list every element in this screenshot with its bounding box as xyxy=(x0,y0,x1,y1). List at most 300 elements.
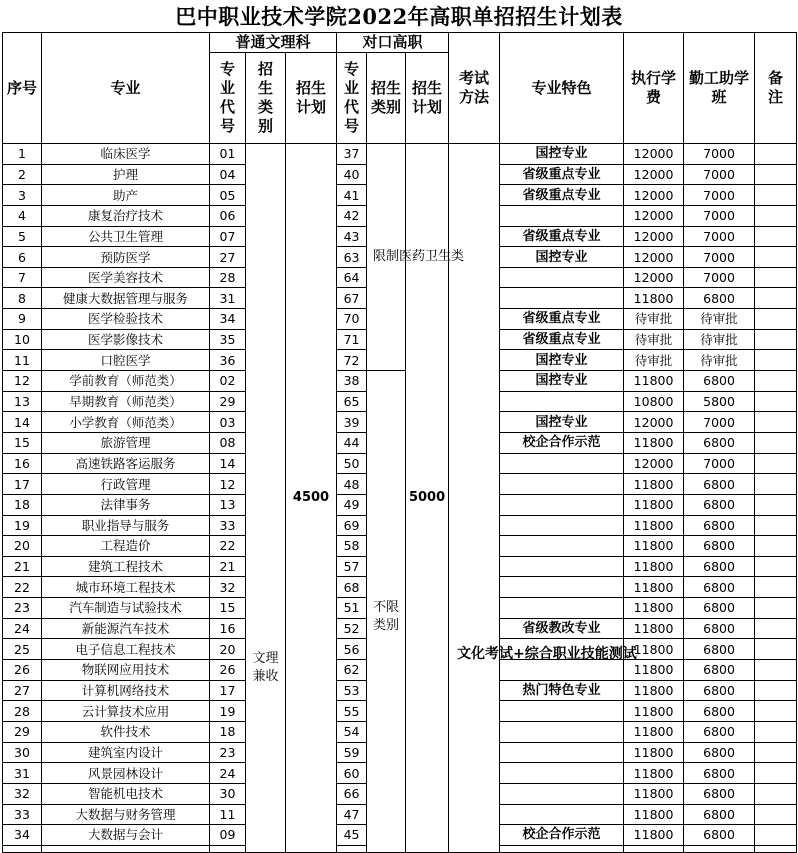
major-cell: 护理 xyxy=(42,164,210,185)
feature-cell: 国控专业 xyxy=(500,412,624,433)
major-cell: 早期教育（师范类） xyxy=(42,391,210,412)
seq-cell: 34 xyxy=(3,825,42,846)
gen-code-cell: 26 xyxy=(210,660,246,681)
voc-code-cell: 45 xyxy=(337,825,367,846)
remark-cell xyxy=(755,845,797,852)
exam-method-cell: 文化考试+综合职业技能测试 xyxy=(449,144,500,853)
feature-cell: 省级重点专业 xyxy=(500,185,624,206)
work-study-cell: 6800 xyxy=(684,556,755,577)
document-title: 巴中职业技术学院2022年高职单招招生计划表 xyxy=(175,4,623,29)
seq-cell: 19 xyxy=(3,515,42,536)
feature-cell: 国控专业 xyxy=(500,371,624,392)
remark-cell xyxy=(755,185,797,206)
fee-cell: 12000 xyxy=(624,247,684,268)
fee-cell: 12000 xyxy=(624,226,684,247)
seq-cell: 16 xyxy=(3,453,42,474)
feature-cell xyxy=(500,701,624,722)
major-cell: 软件技术 xyxy=(42,721,210,742)
work-study-cell: 7000 xyxy=(684,247,755,268)
gen-code-cell: 32 xyxy=(210,577,246,598)
work-study-cell: 6800 xyxy=(684,804,755,825)
gen-code-cell: 33 xyxy=(210,515,246,536)
voc-code-cell: 67 xyxy=(337,288,367,309)
feature-cell xyxy=(500,763,624,784)
fee-cell: 12000 xyxy=(624,144,684,165)
gen-code-cell: 18 xyxy=(210,721,246,742)
gen-code-cell: 30 xyxy=(210,783,246,804)
table-row xyxy=(3,371,797,392)
table-row xyxy=(3,144,797,165)
fee-cell: 11800 xyxy=(624,660,684,681)
fee-cell: 12000 xyxy=(624,412,684,433)
feature-cell xyxy=(500,515,624,536)
major-cell: 学前教育（师范类） xyxy=(42,371,210,392)
work-study-cell: 待审批 xyxy=(684,350,755,371)
major-cell: 大数据与财务管理 xyxy=(42,804,210,825)
seq-cell: 29 xyxy=(3,721,42,742)
feature-cell xyxy=(500,783,624,804)
major-cell: 康复治疗技术 xyxy=(42,205,210,226)
fee-cell: 12000 xyxy=(624,267,684,288)
voc-category-cell-open: 不限类别 xyxy=(367,371,406,853)
gen-code-cell: 31 xyxy=(210,288,246,309)
major-cell: 工程造价 xyxy=(42,536,210,557)
feature-cell xyxy=(500,494,624,515)
remark-cell xyxy=(755,412,797,433)
remark-cell xyxy=(755,474,797,495)
seq-cell: 33 xyxy=(3,804,42,825)
remark-cell xyxy=(755,329,797,350)
remark-cell xyxy=(755,432,797,453)
fee-cell: 11800 xyxy=(624,536,684,557)
major-cell: 法律事务 xyxy=(42,494,210,515)
major-cell: 智能机电技术 xyxy=(42,783,210,804)
work-study-cell: 7000 xyxy=(684,412,755,433)
voc-code-cell: 51 xyxy=(337,598,367,619)
seq-cell: 22 xyxy=(3,577,42,598)
header-voc-quota: 招生计划 xyxy=(406,53,449,144)
header-feature: 专业特色 xyxy=(500,33,624,144)
feature-cell xyxy=(500,288,624,309)
header-work-study: 勤工助学班 xyxy=(684,33,755,144)
gen-code-cell: 14 xyxy=(210,453,246,474)
voc-category-cell-medical: 限制医药卫生类 xyxy=(367,144,406,371)
fee-cell xyxy=(624,845,684,852)
feature-cell: 省级重点专业 xyxy=(500,329,624,350)
seq-cell: 7 xyxy=(3,267,42,288)
work-study-cell: 6800 xyxy=(684,742,755,763)
remark-cell xyxy=(755,453,797,474)
table-body xyxy=(3,144,797,853)
major-cell: 新能源汽车技术 xyxy=(42,618,210,639)
feature-cell xyxy=(500,205,624,226)
feature-cell xyxy=(500,267,624,288)
voc-code-cell: 38 xyxy=(337,371,367,392)
work-study-cell: 6800 xyxy=(684,598,755,619)
seq-cell: 20 xyxy=(3,536,42,557)
work-study-cell xyxy=(684,845,755,852)
header-fee: 执行学费 xyxy=(624,33,684,144)
major-cell xyxy=(42,845,210,852)
header-voc-code: 专业代号 xyxy=(337,53,367,144)
seq-cell xyxy=(3,845,42,852)
seq-cell: 13 xyxy=(3,391,42,412)
voc-code-cell: 40 xyxy=(337,164,367,185)
major-cell: 健康大数据管理与服务 xyxy=(42,288,210,309)
fee-cell: 12000 xyxy=(624,205,684,226)
work-study-cell: 7000 xyxy=(684,267,755,288)
seq-cell: 2 xyxy=(3,164,42,185)
major-cell: 职业指导与服务 xyxy=(42,515,210,536)
voc-code-cell xyxy=(337,845,367,852)
fee-cell: 11800 xyxy=(624,288,684,309)
feature-cell: 校企合作示范 xyxy=(500,432,624,453)
seq-cell: 9 xyxy=(3,309,42,330)
seq-cell: 21 xyxy=(3,556,42,577)
remark-cell xyxy=(755,763,797,784)
fee-cell: 11800 xyxy=(624,618,684,639)
major-cell: 大数据与会计 xyxy=(42,825,210,846)
fee-cell: 11800 xyxy=(624,804,684,825)
gen-code-cell: 15 xyxy=(210,598,246,619)
feature-cell: 省级重点专业 xyxy=(500,164,624,185)
header-gen-quota: 招生计划 xyxy=(286,53,337,144)
fee-cell: 11800 xyxy=(624,680,684,701)
fee-cell: 11800 xyxy=(624,432,684,453)
voc-code-cell: 55 xyxy=(337,701,367,722)
remark-cell xyxy=(755,226,797,247)
work-study-cell: 6800 xyxy=(684,474,755,495)
remark-cell xyxy=(755,701,797,722)
seq-cell: 4 xyxy=(3,205,42,226)
remark-cell xyxy=(755,639,797,660)
feature-cell: 国控专业 xyxy=(500,247,624,268)
fee-cell: 11800 xyxy=(624,742,684,763)
remark-cell xyxy=(755,742,797,763)
header-gen-code: 专业代号 xyxy=(210,53,246,144)
seq-cell: 30 xyxy=(3,742,42,763)
feature-cell xyxy=(500,577,624,598)
remark-cell xyxy=(755,783,797,804)
header-gen-category: 招生类别 xyxy=(246,53,286,144)
major-cell: 临床医学 xyxy=(42,144,210,165)
remark-cell xyxy=(755,371,797,392)
fee-cell: 12000 xyxy=(624,453,684,474)
voc-code-cell: 66 xyxy=(337,783,367,804)
remark-cell xyxy=(755,350,797,371)
remark-cell xyxy=(755,536,797,557)
major-cell: 物联网应用技术 xyxy=(42,660,210,681)
header-major: 专业 xyxy=(42,33,210,144)
work-study-cell: 6800 xyxy=(684,783,755,804)
seq-cell: 1 xyxy=(3,144,42,165)
remark-cell xyxy=(755,164,797,185)
remark-cell xyxy=(755,721,797,742)
work-study-cell: 6800 xyxy=(684,515,755,536)
seq-cell: 17 xyxy=(3,474,42,495)
fee-cell: 11800 xyxy=(624,598,684,619)
seq-cell: 27 xyxy=(3,680,42,701)
remark-cell xyxy=(755,247,797,268)
voc-code-cell: 47 xyxy=(337,804,367,825)
gen-quota-cell: 4500 xyxy=(286,144,337,853)
seq-cell: 6 xyxy=(3,247,42,268)
gen-code-cell: 23 xyxy=(210,742,246,763)
work-study-cell: 6800 xyxy=(684,680,755,701)
header-remark: 备注 xyxy=(755,33,797,144)
major-cell: 小学教育（师范类） xyxy=(42,412,210,433)
fee-cell: 11800 xyxy=(624,371,684,392)
remark-cell xyxy=(755,804,797,825)
voc-code-cell: 53 xyxy=(337,680,367,701)
gen-code-cell: 07 xyxy=(210,226,246,247)
seq-cell: 32 xyxy=(3,783,42,804)
feature-cell xyxy=(500,536,624,557)
major-cell: 预防医学 xyxy=(42,247,210,268)
fee-cell: 11800 xyxy=(624,639,684,660)
voc-code-cell: 43 xyxy=(337,226,367,247)
feature-cell: 省级教改专业 xyxy=(500,618,624,639)
feature-cell xyxy=(500,556,624,577)
enrollment-plan-table xyxy=(2,32,797,853)
gen-code-cell: 03 xyxy=(210,412,246,433)
voc-code-cell: 62 xyxy=(337,660,367,681)
gen-code-cell: 29 xyxy=(210,391,246,412)
fee-cell: 10800 xyxy=(624,391,684,412)
seq-cell: 18 xyxy=(3,494,42,515)
seq-cell: 14 xyxy=(3,412,42,433)
major-cell: 行政管理 xyxy=(42,474,210,495)
voc-code-cell: 41 xyxy=(337,185,367,206)
seq-cell: 11 xyxy=(3,350,42,371)
fee-cell: 11800 xyxy=(624,763,684,784)
gen-code-cell xyxy=(210,845,246,852)
remark-cell xyxy=(755,618,797,639)
major-cell: 电子信息工程技术 xyxy=(42,639,210,660)
work-study-cell: 7000 xyxy=(684,453,755,474)
major-cell: 医学检验技术 xyxy=(42,309,210,330)
fee-cell: 11800 xyxy=(624,474,684,495)
feature-cell xyxy=(500,474,624,495)
fee-cell: 11800 xyxy=(624,577,684,598)
fee-cell: 待审批 xyxy=(624,309,684,330)
fee-cell: 11800 xyxy=(624,783,684,804)
work-study-cell: 待审批 xyxy=(684,309,755,330)
voc-code-cell: 49 xyxy=(337,494,367,515)
work-study-cell: 5800 xyxy=(684,391,755,412)
remark-cell xyxy=(755,144,797,165)
header-group-vocational: 对口高职 xyxy=(337,33,449,53)
header-seq: 序号 xyxy=(3,33,42,144)
work-study-cell: 6800 xyxy=(684,432,755,453)
feature-cell xyxy=(500,598,624,619)
major-cell: 风景园林设计 xyxy=(42,763,210,784)
major-cell: 云计算技术应用 xyxy=(42,701,210,722)
voc-code-cell: 70 xyxy=(337,309,367,330)
gen-code-cell: 28 xyxy=(210,267,246,288)
remark-cell xyxy=(755,515,797,536)
remark-cell xyxy=(755,556,797,577)
gen-code-cell: 05 xyxy=(210,185,246,206)
voc-code-cell: 64 xyxy=(337,267,367,288)
major-cell: 高速铁路客运服务 xyxy=(42,453,210,474)
major-cell: 医学影像技术 xyxy=(42,329,210,350)
work-study-cell: 6800 xyxy=(684,721,755,742)
remark-cell xyxy=(755,205,797,226)
fee-cell: 12000 xyxy=(624,185,684,206)
major-cell: 计算机网络技术 xyxy=(42,680,210,701)
gen-code-cell: 01 xyxy=(210,144,246,165)
gen-code-cell: 27 xyxy=(210,247,246,268)
major-cell: 助产 xyxy=(42,185,210,206)
gen-code-cell: 11 xyxy=(210,804,246,825)
voc-code-cell: 56 xyxy=(337,639,367,660)
fee-cell: 11800 xyxy=(624,556,684,577)
voc-code-cell: 42 xyxy=(337,205,367,226)
fee-cell: 待审批 xyxy=(624,350,684,371)
voc-code-cell: 50 xyxy=(337,453,367,474)
major-cell: 医学美容技术 xyxy=(42,267,210,288)
feature-cell xyxy=(500,721,624,742)
voc-code-cell: 37 xyxy=(337,144,367,165)
work-study-cell: 6800 xyxy=(684,288,755,309)
remark-cell xyxy=(755,660,797,681)
fee-cell: 11800 xyxy=(624,515,684,536)
gen-code-cell: 16 xyxy=(210,618,246,639)
seq-cell: 8 xyxy=(3,288,42,309)
gen-code-cell: 13 xyxy=(210,494,246,515)
feature-cell xyxy=(500,742,624,763)
gen-code-cell: 02 xyxy=(210,371,246,392)
remark-cell xyxy=(755,494,797,515)
remark-cell xyxy=(755,288,797,309)
header-voc-category: 招生类别 xyxy=(367,53,406,144)
seq-cell: 23 xyxy=(3,598,42,619)
work-study-cell: 6800 xyxy=(684,825,755,846)
work-study-cell: 7000 xyxy=(684,185,755,206)
feature-cell xyxy=(500,804,624,825)
seq-cell: 10 xyxy=(3,329,42,350)
fee-cell: 11800 xyxy=(624,721,684,742)
voc-code-cell: 54 xyxy=(337,721,367,742)
fee-cell: 11800 xyxy=(624,701,684,722)
feature-cell: 校企合作示范 xyxy=(500,825,624,846)
feature-cell: 省级重点专业 xyxy=(500,309,624,330)
work-study-cell: 6800 xyxy=(684,660,755,681)
gen-code-cell: 06 xyxy=(210,205,246,226)
gen-code-cell: 21 xyxy=(210,556,246,577)
voc-code-cell: 52 xyxy=(337,618,367,639)
remark-cell xyxy=(755,267,797,288)
voc-code-cell: 65 xyxy=(337,391,367,412)
seq-cell: 5 xyxy=(3,226,42,247)
gen-code-cell: 09 xyxy=(210,825,246,846)
major-cell: 旅游管理 xyxy=(42,432,210,453)
major-cell: 建筑工程技术 xyxy=(42,556,210,577)
fee-cell: 12000 xyxy=(624,164,684,185)
feature-cell xyxy=(500,453,624,474)
work-study-cell: 6800 xyxy=(684,494,755,515)
major-cell: 口腔医学 xyxy=(42,350,210,371)
voc-code-cell: 71 xyxy=(337,329,367,350)
voc-code-cell: 44 xyxy=(337,432,367,453)
feature-cell: 省级重点专业 xyxy=(500,226,624,247)
work-study-cell: 7000 xyxy=(684,164,755,185)
work-study-cell: 7000 xyxy=(684,205,755,226)
feature-cell xyxy=(500,660,624,681)
major-cell: 城市环境工程技术 xyxy=(42,577,210,598)
header-group-general: 普通文理科 xyxy=(210,33,337,53)
voc-code-cell: 59 xyxy=(337,742,367,763)
header-exam: 考试方法 xyxy=(449,33,500,144)
work-study-cell: 6800 xyxy=(684,701,755,722)
work-study-cell: 6800 xyxy=(684,763,755,784)
work-study-cell: 7000 xyxy=(684,226,755,247)
gen-category-cell: 文理兼收 xyxy=(246,144,286,853)
work-study-cell: 6800 xyxy=(684,536,755,557)
seq-cell: 24 xyxy=(3,618,42,639)
remark-cell xyxy=(755,577,797,598)
voc-code-cell: 58 xyxy=(337,536,367,557)
seq-cell: 31 xyxy=(3,763,42,784)
gen-code-cell: 19 xyxy=(210,701,246,722)
remark-cell xyxy=(755,309,797,330)
seq-cell: 25 xyxy=(3,639,42,660)
remark-cell xyxy=(755,391,797,412)
gen-code-cell: 22 xyxy=(210,536,246,557)
voc-code-cell: 72 xyxy=(337,350,367,371)
gen-code-cell: 36 xyxy=(210,350,246,371)
voc-quota-cell: 5000 xyxy=(406,144,449,853)
voc-code-cell: 63 xyxy=(337,247,367,268)
voc-code-cell: 39 xyxy=(337,412,367,433)
remark-cell xyxy=(755,825,797,846)
seq-cell: 26 xyxy=(3,660,42,681)
gen-code-cell: 08 xyxy=(210,432,246,453)
voc-code-cell: 60 xyxy=(337,763,367,784)
major-cell: 建筑室内设计 xyxy=(42,742,210,763)
work-study-cell: 待审批 xyxy=(684,329,755,350)
work-study-cell: 6800 xyxy=(684,577,755,598)
feature-cell: 国控专业 xyxy=(500,144,624,165)
gen-code-cell: 04 xyxy=(210,164,246,185)
seq-cell: 28 xyxy=(3,701,42,722)
gen-code-cell: 12 xyxy=(210,474,246,495)
gen-code-cell: 35 xyxy=(210,329,246,350)
gen-code-cell: 17 xyxy=(210,680,246,701)
gen-code-cell: 34 xyxy=(210,309,246,330)
seq-cell: 12 xyxy=(3,371,42,392)
work-study-cell: 6800 xyxy=(684,639,755,660)
remark-cell xyxy=(755,598,797,619)
gen-code-cell: 24 xyxy=(210,763,246,784)
work-study-cell: 6800 xyxy=(684,371,755,392)
feature-cell: 热门特色专业 xyxy=(500,680,624,701)
voc-code-cell: 68 xyxy=(337,577,367,598)
major-cell: 汽车制造与试验技术 xyxy=(42,598,210,619)
gen-code-cell: 20 xyxy=(210,639,246,660)
feature-cell xyxy=(500,391,624,412)
voc-code-cell: 57 xyxy=(337,556,367,577)
fee-cell: 11800 xyxy=(624,825,684,846)
major-cell: 公共卫生管理 xyxy=(42,226,210,247)
seq-cell: 3 xyxy=(3,185,42,206)
remark-cell xyxy=(755,680,797,701)
feature-cell xyxy=(500,845,624,852)
feature-cell: 国控专业 xyxy=(500,350,624,371)
fee-cell: 待审批 xyxy=(624,329,684,350)
fee-cell: 11800 xyxy=(624,494,684,515)
